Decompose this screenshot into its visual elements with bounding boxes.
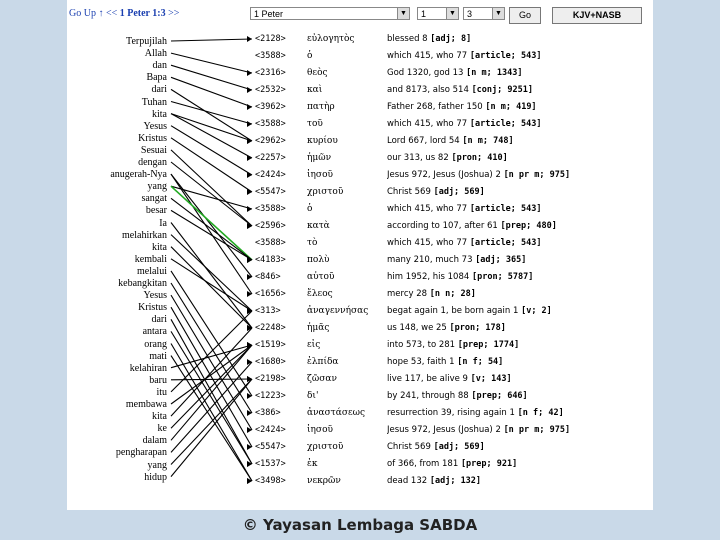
go-up-link[interactable]: Go Up bbox=[69, 8, 96, 19]
gloss-text bbox=[387, 153, 652, 164]
alignment-line bbox=[171, 114, 252, 141]
greek-word: ἰησοῦ bbox=[307, 170, 333, 180]
arrow-head-icon bbox=[247, 87, 252, 93]
gloss-tag: [n n; 28] bbox=[429, 289, 476, 299]
copyright-footer: © Yayasan Lembaga SABDA bbox=[0, 510, 720, 540]
gloss-meaning: begat again 1, be born again 1 bbox=[387, 306, 522, 316]
gloss-meaning: which 415, who 77 bbox=[387, 51, 470, 61]
gloss-tag: [n f; 54] bbox=[457, 357, 504, 367]
indonesian-word[interactable]: baru bbox=[149, 374, 167, 386]
alignment-line bbox=[171, 362, 252, 452]
indonesian-word[interactable]: orang bbox=[144, 338, 167, 350]
next-verse-link[interactable]: >> bbox=[168, 8, 180, 19]
gloss-meaning: God 1320, god 13 bbox=[387, 68, 467, 78]
gloss-tag: [article; 543] bbox=[469, 51, 542, 61]
indonesian-word[interactable]: Yesus bbox=[143, 290, 167, 302]
strong-number-link[interactable]: <1223> bbox=[255, 391, 286, 401]
greek-word: εἰς bbox=[307, 340, 321, 350]
gloss-text bbox=[387, 51, 652, 62]
strong-number-link[interactable]: <2128> bbox=[255, 34, 286, 44]
strong-number-link[interactable]: <2424> bbox=[255, 425, 286, 435]
strong-number-link[interactable]: <2257> bbox=[255, 153, 286, 163]
gloss-tag: [pron; 410] bbox=[451, 153, 508, 163]
indonesian-word[interactable]: Allah bbox=[144, 48, 167, 60]
gloss-text bbox=[387, 34, 652, 45]
book-select-value: 1 Peter bbox=[254, 9, 284, 19]
gloss-tag: [article; 543] bbox=[469, 204, 542, 214]
indonesian-word[interactable]: besar bbox=[145, 205, 167, 217]
gloss-meaning: which 415, who 77 bbox=[387, 204, 470, 214]
indonesian-word[interactable]: yang bbox=[147, 459, 167, 471]
greek-word: ἀναγεννήσας bbox=[307, 306, 369, 316]
alignment-line bbox=[171, 65, 252, 90]
arrow-head-icon bbox=[247, 206, 252, 212]
greek-word: ἀναστάσεως bbox=[307, 408, 366, 418]
go-button[interactable]: Go bbox=[509, 7, 541, 24]
gloss-meaning: dead 132 bbox=[387, 476, 430, 486]
gloss-text bbox=[387, 408, 652, 419]
gloss-text bbox=[387, 85, 652, 96]
indonesian-word[interactable]: dari bbox=[151, 84, 167, 96]
indonesian-word[interactable]: sangat bbox=[141, 193, 167, 205]
strong-number-link[interactable]: <2198> bbox=[255, 374, 286, 384]
gloss-meaning: and 8173, also 514 bbox=[387, 85, 472, 95]
arrow-head-icon bbox=[247, 70, 252, 76]
gloss-tag: [prep; 480] bbox=[500, 221, 557, 231]
gloss-text bbox=[387, 391, 652, 402]
alignment-line bbox=[171, 138, 252, 192]
greek-word: κατὰ bbox=[307, 221, 330, 231]
gloss-text bbox=[387, 255, 652, 266]
gloss-meaning: according to 107, after 61 bbox=[387, 221, 501, 231]
gloss-text bbox=[387, 68, 652, 79]
gloss-meaning: mercy 28 bbox=[387, 289, 430, 299]
indonesian-word[interactable]: membawa bbox=[125, 399, 167, 410]
strong-number-link[interactable]: <386> bbox=[255, 408, 281, 418]
gloss-tag: [n pr m; 975] bbox=[503, 425, 571, 435]
chevron-down-icon[interactable]: ▼ bbox=[492, 8, 504, 19]
strong-number-link[interactable]: <3588> bbox=[255, 238, 286, 248]
indonesian-word[interactable]: dengan bbox=[138, 157, 167, 168]
greek-word: ἔλεος bbox=[307, 289, 333, 299]
gloss-meaning: Jesus 972, Jesus (Joshua) 2 bbox=[387, 425, 504, 435]
gloss-meaning: which 415, who 77 bbox=[387, 238, 470, 248]
gloss-tag: [n m; 1343] bbox=[466, 68, 523, 78]
strong-number-link[interactable]: <1519> bbox=[255, 340, 286, 350]
gloss-text bbox=[387, 442, 652, 453]
gloss-text bbox=[387, 357, 652, 368]
gloss-tag: [prep; 921] bbox=[460, 459, 518, 469]
indonesian-word[interactable]: itu bbox=[156, 386, 167, 398]
gloss-text bbox=[387, 102, 652, 113]
alignment-line bbox=[171, 77, 252, 107]
reference-label: 1 Peter 1:3 bbox=[119, 8, 166, 19]
greek-word: τὸ bbox=[307, 238, 318, 248]
greek-word: πολὺ bbox=[307, 255, 330, 265]
gloss-tag: [adj; 569] bbox=[433, 442, 485, 452]
alignment-line bbox=[171, 198, 252, 260]
gloss-text bbox=[387, 323, 652, 334]
greek-word: ἐλπίδα bbox=[307, 357, 339, 367]
gloss-meaning: which 415, who 77 bbox=[387, 119, 470, 129]
gloss-tag: [adj; 569] bbox=[433, 187, 485, 197]
strong-number-link[interactable]: <313> bbox=[255, 306, 281, 316]
greek-word: ὁ bbox=[307, 51, 313, 61]
gloss-text bbox=[387, 119, 652, 130]
indonesian-word[interactable]: antara bbox=[142, 326, 167, 338]
alignment-line bbox=[171, 210, 252, 260]
indonesian-word[interactable]: dari bbox=[151, 314, 167, 326]
gloss-tag: [article; 543] bbox=[469, 238, 542, 248]
gloss-meaning: Father 268, father 150 bbox=[387, 102, 486, 112]
strong-number-link[interactable]: <1656> bbox=[255, 289, 286, 299]
indonesian-word[interactable]: kita bbox=[152, 241, 167, 253]
gloss-meaning: Christ 569 bbox=[387, 187, 434, 197]
gloss-text bbox=[387, 221, 652, 232]
gloss-meaning: live 117, be alive 9 bbox=[387, 374, 471, 384]
interlinear-panel bbox=[67, 0, 653, 510]
up-arrow-icon[interactable]: ↑ bbox=[98, 8, 104, 19]
indonesian-word[interactable]: Tuhan bbox=[141, 96, 167, 108]
strong-number-link[interactable]: <3498> bbox=[255, 476, 286, 486]
indonesian-word[interactable]: melahirkan bbox=[122, 229, 167, 241]
gloss-meaning: resurrection 39, rising again 1 bbox=[387, 408, 518, 418]
gloss-text bbox=[387, 306, 652, 317]
indonesian-word[interactable]: kebangkitan bbox=[118, 278, 167, 289]
greek-word: τοῦ bbox=[307, 119, 323, 129]
greek-word: ὁ bbox=[307, 204, 313, 214]
greek-word: κυρίου bbox=[307, 136, 338, 146]
gloss-tag: [n f; 42] bbox=[517, 408, 564, 418]
gloss-text bbox=[387, 459, 652, 470]
gloss-tag: [v; 2] bbox=[521, 306, 552, 316]
alignment-line bbox=[171, 39, 252, 41]
gloss-tag: [adj; 365] bbox=[475, 255, 527, 265]
gloss-text bbox=[387, 374, 652, 385]
indonesian-word[interactable]: Sesuai bbox=[140, 144, 167, 156]
gloss-meaning: many 210, much 73 bbox=[387, 255, 476, 265]
indonesian-word[interactable]: yang bbox=[147, 181, 167, 193]
strong-number-link[interactable]: <3588> bbox=[255, 51, 286, 61]
gloss-tag: [prep; 646] bbox=[471, 391, 528, 401]
prev-verse-link[interactable]: << bbox=[105, 8, 118, 19]
strong-number-link[interactable]: <2316> bbox=[255, 68, 286, 78]
strong-number-link[interactable]: <1680> bbox=[255, 357, 286, 367]
greek-word: δι' bbox=[307, 391, 319, 401]
indonesian-word[interactable]: Yesus bbox=[143, 120, 167, 132]
alignment-line bbox=[171, 150, 252, 226]
strong-number-link[interactable]: <5547> bbox=[255, 442, 286, 452]
gloss-meaning: blessed 8 bbox=[387, 34, 431, 44]
strong-number-link[interactable]: <1537> bbox=[255, 459, 286, 469]
gloss-text bbox=[387, 340, 652, 351]
indonesian-word[interactable]: ke bbox=[157, 423, 167, 435]
gloss-meaning: into 573, to 281 bbox=[387, 340, 458, 350]
indonesian-word[interactable]: Bapa bbox=[146, 72, 167, 84]
gloss-text bbox=[387, 204, 652, 215]
arrow-head-icon bbox=[247, 36, 252, 42]
strong-number-link[interactable]: <2532> bbox=[255, 85, 286, 95]
indonesian-word[interactable]: kelahiran bbox=[129, 362, 167, 374]
gloss-meaning: Lord 667, lord 54 bbox=[387, 136, 463, 146]
gloss-meaning: him 1952, his 1084 bbox=[387, 272, 472, 282]
indonesian-word[interactable]: anugerah-Nya bbox=[110, 169, 167, 181]
alignment-line bbox=[171, 235, 252, 311]
gloss-tag: [pron; 5787] bbox=[471, 272, 534, 282]
arrow-head-icon bbox=[247, 104, 252, 110]
greek-word: πατὴρ bbox=[307, 102, 335, 112]
greek-word: καὶ bbox=[307, 85, 323, 95]
gloss-tag: [n m; 419] bbox=[485, 102, 537, 112]
version-button[interactable]: KJV+NASB bbox=[552, 7, 642, 24]
gloss-meaning: by 241, through 88 bbox=[387, 391, 472, 401]
indonesian-word[interactable]: Kristus bbox=[138, 132, 167, 144]
gloss-tag: [adj; 132] bbox=[429, 476, 482, 486]
indonesian-word[interactable]: melalui bbox=[137, 265, 167, 277]
strong-number-link[interactable]: <5547> bbox=[255, 187, 286, 197]
arrow-head-icon bbox=[247, 155, 252, 161]
gloss-meaning: hope 53, faith 1 bbox=[387, 357, 458, 367]
alignment-line bbox=[171, 162, 252, 226]
indonesian-word[interactable]: hidup bbox=[144, 471, 167, 483]
greek-word: ἰησοῦ bbox=[307, 425, 333, 435]
gloss-text bbox=[387, 425, 652, 436]
strong-number-link[interactable]: <3588> bbox=[255, 119, 286, 129]
strong-number-link[interactable]: <2962> bbox=[255, 136, 286, 146]
gloss-tag: [n m; 748] bbox=[462, 136, 514, 146]
gloss-text bbox=[387, 272, 652, 283]
gloss-meaning: Jesus 972, Jesus (Joshua) 2 bbox=[387, 170, 504, 180]
greek-word: χριστοῦ bbox=[307, 442, 344, 452]
indonesian-word[interactable]: dan bbox=[152, 60, 167, 72]
gloss-tag: [pron; 178] bbox=[449, 323, 506, 333]
alignment-line bbox=[171, 53, 252, 73]
gloss-tag: [v; 143] bbox=[470, 374, 512, 384]
greek-word: νεκρῶν bbox=[307, 476, 341, 486]
indonesian-word[interactable]: Ia bbox=[159, 217, 167, 229]
gloss-tag: [adj; 8] bbox=[430, 34, 472, 44]
chevron-down-icon[interactable]: ▼ bbox=[446, 8, 458, 19]
strong-number-link[interactable]: <846> bbox=[255, 272, 281, 282]
arrow-head-icon bbox=[247, 121, 252, 127]
gloss-meaning: us 148, we 25 bbox=[387, 323, 450, 333]
greek-word: αὐτοῦ bbox=[307, 272, 335, 282]
greek-word: θεὸς bbox=[307, 68, 328, 78]
strong-number-link[interactable]: <2596> bbox=[255, 221, 286, 231]
gloss-tag: [conj; 9251] bbox=[471, 85, 533, 95]
strong-number-link[interactable]: <2424> bbox=[255, 170, 286, 180]
strong-number-link[interactable]: <3588> bbox=[255, 204, 286, 214]
indonesian-word[interactable]: kita bbox=[152, 108, 167, 120]
indonesian-word[interactable]: pengharapan bbox=[115, 447, 167, 459]
indonesian-word[interactable]: dalam bbox=[142, 435, 167, 447]
greek-word: ζῶσαν bbox=[307, 374, 337, 384]
greek-word: ἡμῶν bbox=[307, 153, 332, 163]
gloss-text bbox=[387, 476, 652, 487]
gloss-meaning: our 313, us 82 bbox=[387, 153, 452, 163]
alignment-line bbox=[171, 345, 252, 428]
greek-word: εὐλογητὸς bbox=[307, 34, 355, 44]
indonesian-word[interactable]: kita bbox=[152, 411, 167, 423]
indonesian-word[interactable]: Kristus bbox=[138, 302, 167, 314]
gloss-meaning: of 366, from 181 bbox=[387, 459, 461, 469]
indonesian-word[interactable]: kembali bbox=[134, 253, 167, 265]
gloss-text bbox=[387, 170, 652, 181]
gloss-tag: [prep; 1774] bbox=[457, 340, 520, 350]
verse-select-value: 3 bbox=[467, 9, 473, 19]
strong-number-link[interactable]: <4183> bbox=[255, 255, 286, 265]
gloss-text bbox=[387, 289, 652, 300]
indonesian-word[interactable]: Terpujilah bbox=[126, 36, 167, 47]
strong-number-link[interactable]: <3962> bbox=[255, 102, 286, 112]
strong-number-link[interactable]: <2248> bbox=[255, 323, 286, 333]
chevron-down-icon[interactable]: ▼ bbox=[397, 8, 409, 19]
gloss-text bbox=[387, 238, 652, 249]
arrow-head-icon bbox=[247, 291, 252, 297]
gloss-tag: [n pr m; 975] bbox=[503, 170, 571, 180]
greek-word: ἡμᾶς bbox=[307, 323, 330, 333]
arrow-head-icon bbox=[247, 274, 252, 280]
chapter-select-value: 1 bbox=[421, 9, 427, 19]
greek-word: χριστοῦ bbox=[307, 187, 344, 197]
gloss-meaning: Christ 569 bbox=[387, 442, 434, 452]
gloss-text bbox=[387, 187, 652, 198]
gloss-text bbox=[387, 136, 652, 147]
indonesian-word[interactable]: mati bbox=[149, 350, 167, 362]
greek-word: ἐκ bbox=[307, 459, 318, 469]
gloss-tag: [article; 543] bbox=[469, 119, 542, 129]
